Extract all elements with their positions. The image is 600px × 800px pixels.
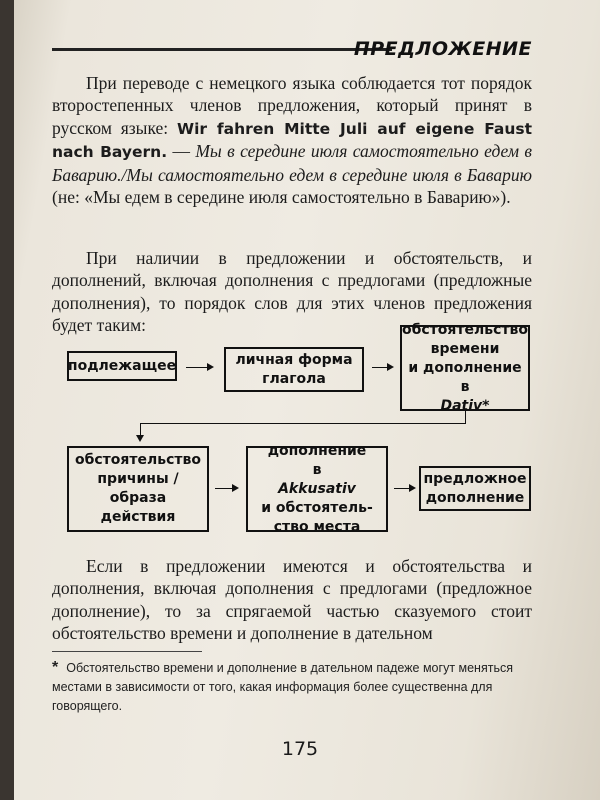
box-reason-manner <box>67 446 209 532</box>
box-prepositional-object <box>419 466 531 511</box>
arrow-3 <box>215 488 237 489</box>
paragraph-3: Если в предложении имеются и обстоятельства и дополнения, включая дополнения с предлогами (предложное дополнение), то за спрягаемой частью сказуемого стоит обстоятельство времени и дополнение в дательном <box>52 556 532 644</box>
paragraph-2: При наличии в предложении и обстоятельств, и дополнений, включая дополнения с предлогами (предложные дополнения), то порядок слов для этих членов предложения будет таким: <box>52 248 532 336</box>
box-time-line3: и дополнение <box>408 359 522 376</box>
arrow-2 <box>372 367 392 368</box>
russian-translation: Мы в середине июля самостоятельно едем в Баварию./Мы самостоятельно едем в середине июля в Баварию <box>52 141 532 185</box>
footnote-text: Обстоятельство времени и дополнение в дательном падеже могут меняться местами в зависимости от того, какая информация более существенна для говорящего. <box>52 661 513 713</box>
box-subject-label: подлежащее <box>67 357 177 374</box>
box-prep-line1: предложное <box>423 470 527 487</box>
box-reason-line1: обстоятельство <box>74 452 202 468</box>
footnote-rule <box>52 651 202 652</box>
box-time-dative <box>400 321 530 414</box>
header-rule <box>52 48 392 51</box>
header-title: ПРЕДЛОЖЕНИЕ <box>353 38 532 60</box>
box-akk-line2-akkusativ: Akkusativ <box>278 480 356 497</box>
page-number: 175 <box>281 738 319 760</box>
arrow-4 <box>394 488 414 489</box>
box-akk-line3: и обстоятель- <box>261 499 373 516</box>
box-verb-line1: личная форма <box>235 351 353 368</box>
arrow-1 <box>186 367 212 368</box>
footnote-marker: * <box>52 659 59 676</box>
connector-horizontal <box>140 423 466 424</box>
box-subject <box>67 351 177 381</box>
box-akk-line1: дополнение <box>267 442 367 459</box>
box-reason-line4: действия <box>100 509 176 525</box>
box-reason-line3: образа <box>109 490 167 506</box>
box-akk-line4: ство места <box>273 518 361 535</box>
connector-arrowhead <box>136 435 144 442</box>
paragraph-1-text-b: (не: «Мы едем в середине июля самостоятельно в Баварию»). <box>52 187 511 208</box>
paragraph-1-text-a: При переводе с немецкого языка соблюдается тот порядок второстепенных членов предложения, который принят в русском языке: <box>52 73 532 138</box>
box-verb-line2: глагола <box>262 370 326 387</box>
box-akkusativ-place <box>246 442 388 535</box>
box-akk-line2-a: в <box>312 461 322 478</box>
box-time-line1: обстоятельство <box>401 321 529 338</box>
box-time-line2: времени <box>430 340 500 357</box>
box-time-line4 <box>440 378 489 416</box>
dash: — <box>167 141 196 162</box>
box-verb <box>224 347 364 392</box>
box-reason-line2: причины / <box>97 471 179 487</box>
running-header <box>52 38 532 64</box>
german-example: Wir fahren Mitte Juli auf eigene Faust nach Bayern. <box>52 119 533 162</box>
box-time-line4-dativ: Dativ* <box>440 397 490 414</box>
box-time-line4-a: в <box>460 378 470 395</box>
box-akk-line2 <box>278 461 356 499</box>
paragraph-1 <box>52 72 532 208</box>
footnote <box>52 658 532 716</box>
box-prep-line2: дополнение <box>425 489 525 506</box>
connector-vertical-1 <box>465 411 466 423</box>
